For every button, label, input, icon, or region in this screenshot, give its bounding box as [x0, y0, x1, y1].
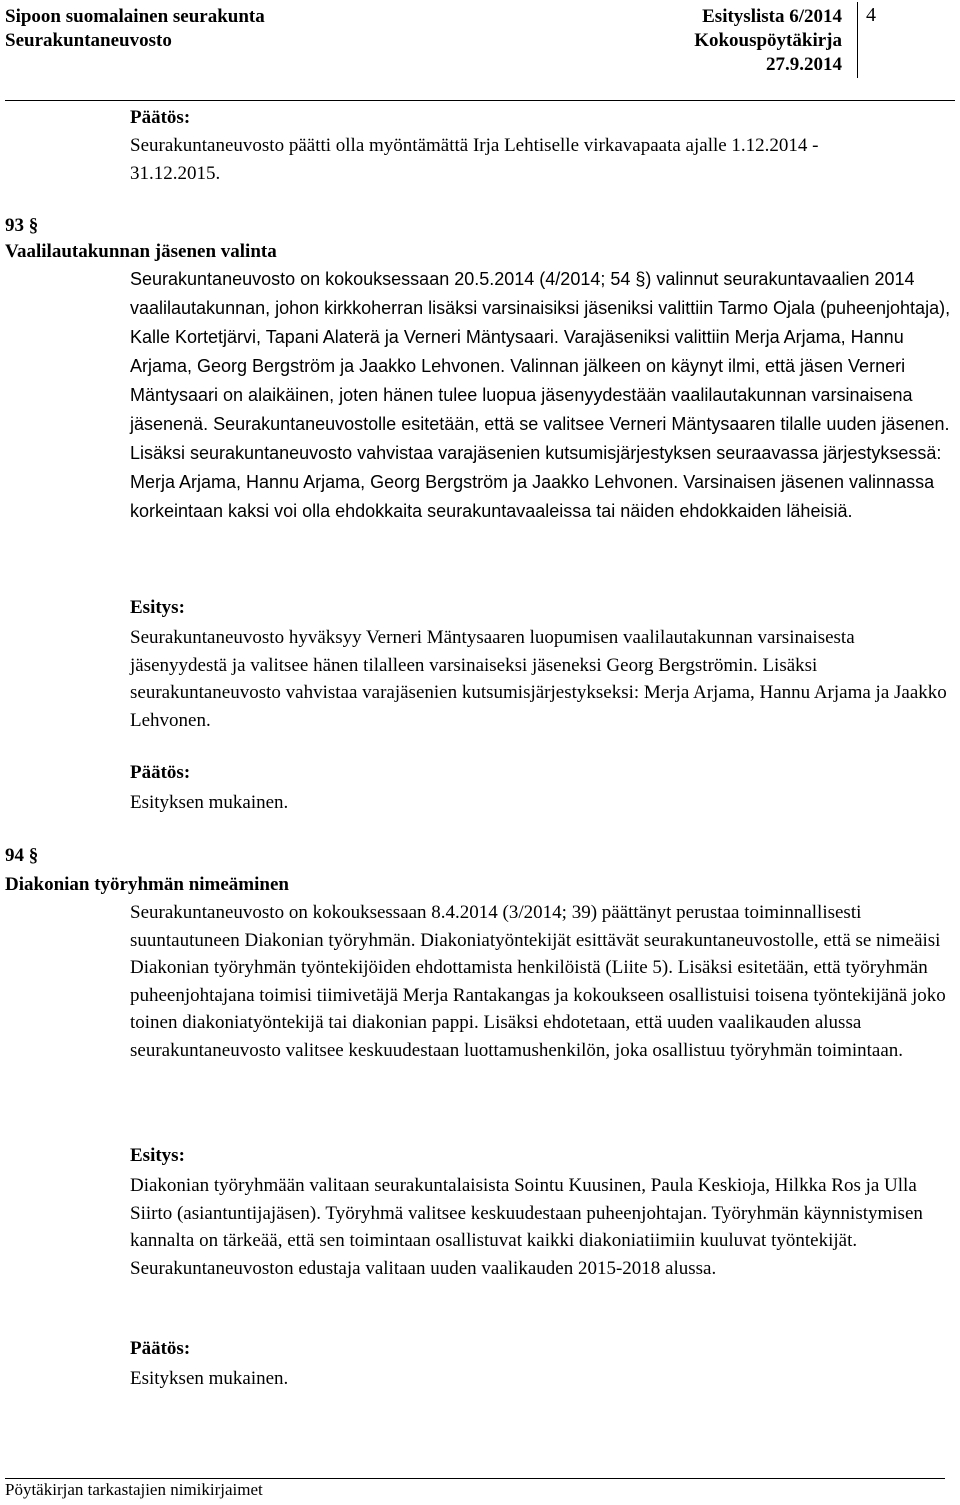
footer-rule: [5, 1478, 945, 1479]
page-number: 4: [866, 4, 876, 26]
section-93-proposal-text: Seurakuntaneuvosto hyväksyy Verneri Mäntysaaren luopumisen vaalilautakunnan varsinaisesta jäsenyydestä ja valitsee hänen tilalleen varsinaiseksi jäseneksi Georg Bergströmin. Lisäksi seurakuntaneuvosto vahvistaa varajäsenien kutsumisjärjestykseksi: Merja Arjama, Hannu Arjama ja Jaakko Lehvonen.: [130, 627, 947, 731]
prev-decision-label: Päätös:: [130, 107, 191, 128]
section-93-number: 93 §: [5, 215, 39, 236]
section-94-decision-text: Esityksen mukainen.: [130, 1368, 289, 1389]
section-94-proposal-label: Esitys:: [130, 1145, 185, 1166]
section-94-number: 94 §: [5, 845, 39, 866]
prev-decision-text: Seurakuntaneuvosto päätti olla myöntämättä Irja Lehtiselle virkavapaata ajalle 1.12.2014 - 31.12.2015.: [130, 135, 819, 184]
agenda-number: Esityslista 6/2014: [702, 6, 842, 27]
meeting-date: 27.9.2014: [766, 54, 842, 75]
section-94-body: Seurakuntaneuvosto on kokouksessaan 8.4.2014 (3/2014; 39) päättänyt perustaa toiminnallisesti suuntautuneen Diakonian työryhmän. Diakoniatyöntekijät esittävät seurakuntaneuvostolle, että se nimeäisi Diakonian työryhmän työntekijöiden ehdottamista henkilöistä (Liite 5). Lisäksi esitetään, että työryhmän puheenjohtajana toimisi tiimivetäjä Merja Rantakangas ja kokoukseen osallistuisi toisena työntekijänä joko toinen diakoniatyöntekijä tai diakonian pappi. Lisäksi ehdotetaan, että uuden vaalikauden alussa seurakuntaneuvosto valitsee keskuudestaan luottamushenkilön, joka osallistuu työryhmän toimintaan.: [130, 902, 946, 1061]
council-name: Seurakuntaneuvosto: [5, 30, 172, 51]
signature-line-label: Pöytäkirjan tarkastajien nimikirjaimet: [5, 1480, 263, 1499]
section-93-proposal-label: Esitys:: [130, 597, 185, 618]
header-divider: [857, 2, 858, 78]
section-94-title: Diakonian työryhmän nimeäminen: [5, 874, 289, 895]
organization-name: Sipoon suomalainen seurakunta: [5, 6, 265, 27]
section-93-title: Vaalilautakunnan jäsenen valinta: [5, 241, 277, 262]
header-rule: [5, 100, 955, 101]
section-93-decision-label: Päätös:: [130, 762, 191, 783]
section-94-proposal-text: Diakonian työryhmään valitaan seurakuntalaisista Sointu Kuusinen, Paula Keskioja, Hilkka Ros ja Ulla Siirto (asiantuntijajäsen). Työryhmä valitsee keskuudestaan puheenjohtajan. Työryhmän käynnistymisen kannalta on tärkeää, että sen toimintaan osallistuvat kaikki diakoniatiimiin kuuluvat työntekijät. Seurakuntaneuvoston edustaja valitaan uuden vaalikauden 2015-2018 alussa.: [130, 1175, 923, 1279]
minutes-label: Kokouspöytäkirja: [694, 30, 842, 51]
section-93-body: Seurakuntaneuvosto on kokouksessaan 20.5.2014 (4/2014; 54 §) valinnut seurakuntavaalien 2014 vaalilautakunnan, johon kirkkoherran lisäksi varsinaisiksi jäseniksi valittiin Tarmo Ojala (puheenjohtaja), Kalle Kortetjärvi, Tapani Alaterä ja Verneri Mäntysaari. Varajäseniksi valittiin Merja Arjama, Hannu Arjama, Georg Bergström ja Jaakko Lehvonen. Valinnan jälkeen on käynyt ilmi, että jäsen Verneri Mäntysaari on alaikäinen, joten hänen tulee luopua jäsenyydestään vaalilautakunnan varsinaisena jäsenenä. Seurakuntaneuvostolle esitetään, että se valitsee Verneri Mäntysaaren tilalle uuden jäsenen. Lisäksi seurakuntaneuvosto vahvistaa varajäsenien kutsumisjärjestyksen seuraavassa järjestyksessä: Merja Arjama, Hannu Arjama, Georg Bergström ja Jaakko Lehvonen. Varsinaisen jäsenen valinnassa korkeintaan kaksi voi olla ehdokkaita seurakuntavaaleissa tai näiden ehdokkaiden läheisiä.: [130, 269, 951, 521]
section-93-decision-text: Esityksen mukainen.: [130, 792, 289, 813]
section-94-decision-label: Päätös:: [130, 1338, 191, 1359]
